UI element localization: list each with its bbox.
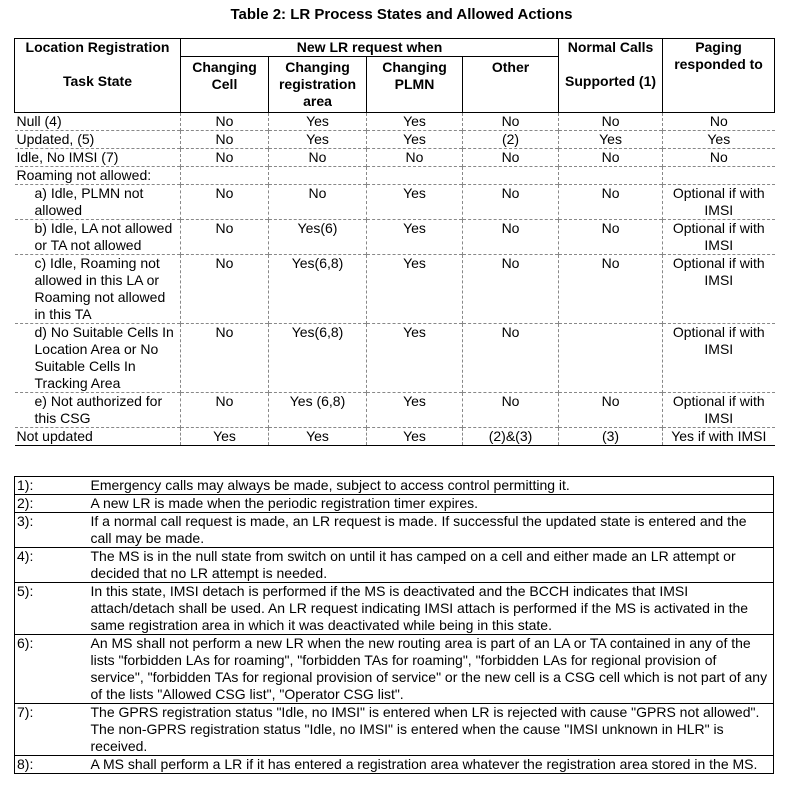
cell-value: Yes [367, 324, 463, 393]
footnote [15, 704, 774, 756]
cell-value: No [181, 255, 269, 324]
footnote [15, 756, 774, 774]
header-normal-calls: Normal Calls [559, 39, 663, 57]
cell-value: No [181, 324, 269, 393]
cell-value: Optional if with IMSI [663, 393, 775, 428]
table-row [15, 185, 775, 220]
cell-value: Yes [269, 113, 367, 131]
table-row [15, 149, 775, 167]
footnote-text: A new LR is made when the periodic registration timer expires. [87, 495, 774, 513]
cell-value: No [181, 131, 269, 149]
row-state: e) Not authorized for this CSG [15, 393, 181, 428]
row-state: Roaming not allowed: [15, 167, 181, 185]
cell-value: Yes [367, 255, 463, 324]
header-changing-cell: Changing Cell [181, 57, 269, 113]
cell-value: No [181, 393, 269, 428]
table-row [15, 428, 775, 446]
table-row [15, 220, 775, 255]
cell-value: No [463, 185, 559, 220]
cell-value [559, 324, 663, 393]
cell-value: No [663, 149, 775, 167]
cell-value: Yes [367, 220, 463, 255]
cell-value: Optional if with IMSI [663, 185, 775, 220]
cell-value: No [559, 255, 663, 324]
table-row [15, 167, 775, 185]
footnote-text: The MS is in the null state from switch on until it has camped on a cell and either made an LR attempt or decided that no LR attempt is needed. [87, 548, 774, 583]
cell-value: Yes (6,8) [269, 393, 367, 428]
footnote-number: 1): [15, 477, 87, 495]
footnote-text: Emergency calls may always be made, subject to access control permitting it. [87, 477, 774, 495]
cell-value: No [181, 185, 269, 220]
header-changing-plmn: Changing PLMN [367, 57, 463, 113]
cell-value: Yes(6) [269, 220, 367, 255]
header-paging: Paging responded to [663, 39, 775, 113]
cell-value: Yes [269, 428, 367, 446]
cell-value: No [663, 113, 775, 131]
cell-value: No [463, 220, 559, 255]
row-state: d) No Suitable Cells In Location Area or No Suitable Cells In Tracking Area [15, 324, 181, 393]
header-task-state: Task State [15, 57, 181, 113]
footnote-text: An MS shall not perform a new LR when the new routing area is part of an LA or TA contained in any of the lists "forbidden LAs for roaming", "forbidden TAs for roaming", "forbidden LAs for regional provision of service", "forbidden TAs for regional provision of service" or the new cell is a CSG cell which is not part of any of the lists "Allowed CSG list", "Operator CSG list". [87, 635, 774, 704]
footnote [15, 635, 774, 704]
row-state: Null (4) [15, 113, 181, 131]
footnote [15, 583, 774, 635]
cell-value: No [269, 149, 367, 167]
cell-value: No [181, 113, 269, 131]
cell-value: Yes [367, 428, 463, 446]
header-location-registration: Location Registration [15, 39, 181, 57]
cell-value: No [463, 255, 559, 324]
cell-value: No [269, 185, 367, 220]
footnotes-table [14, 476, 774, 774]
cell-value: No [463, 393, 559, 428]
cell-value: No [559, 393, 663, 428]
footnote-text: A MS shall perform a LR if it has entered a registration area whatever the registration area stored in the MS. [87, 756, 774, 774]
cell-value: Yes [663, 131, 775, 149]
header-other: Other [463, 57, 559, 113]
header-changing-ra: Changing registration area [269, 57, 367, 113]
lr-states-table [14, 38, 775, 446]
cell-value: Yes [181, 428, 269, 446]
table-row [15, 393, 775, 428]
footnote-number: 8): [15, 756, 87, 774]
footnote [15, 513, 774, 548]
footnote-number: 3): [15, 513, 87, 548]
cell-value: Yes if with IMSI [663, 428, 775, 446]
footnote-number: 6): [15, 635, 87, 704]
row-state: Updated, (5) [15, 131, 181, 149]
cell-value: No [367, 149, 463, 167]
cell-value: Optional if with IMSI [663, 324, 775, 393]
row-state: b) Idle, LA not allowed or TA not allowed [15, 220, 181, 255]
header-new-lr-request: New LR request when [181, 39, 559, 57]
cell-value: No [181, 149, 269, 167]
footnote-text: If a normal call request is made, an LR request is made. If successful the updated state is entered and the call may be made. [87, 513, 774, 548]
cell-value: Optional if with IMSI [663, 220, 775, 255]
cell-value: Yes(6,8) [269, 324, 367, 393]
footnote-number: 4): [15, 548, 87, 583]
cell-value: (2)&(3) [463, 428, 559, 446]
cell-value: Optional if with IMSI [663, 255, 775, 324]
cell-value: No [181, 220, 269, 255]
footnote [15, 495, 774, 513]
cell-value: Yes [269, 131, 367, 149]
cell-value: No [559, 185, 663, 220]
cell-value: No [463, 324, 559, 393]
cell-value: No [463, 149, 559, 167]
cell-value: No [463, 113, 559, 131]
cell-value: Yes [367, 185, 463, 220]
cell-value: Yes [367, 113, 463, 131]
cell-value: No [559, 149, 663, 167]
cell-value: Yes [367, 393, 463, 428]
footnote [15, 548, 774, 583]
row-state: c) Idle, Roaming not allowed in this LA or Roaming not allowed in this TA [15, 255, 181, 324]
table-row [15, 113, 775, 131]
row-state: a) Idle, PLMN not allowed [15, 185, 181, 220]
table-row [15, 131, 775, 149]
cell-value: No [559, 220, 663, 255]
footnote [15, 477, 774, 495]
cell-value: (3) [559, 428, 663, 446]
footnote-number: 5): [15, 583, 87, 635]
table-row [15, 255, 775, 324]
cell-value: Yes(6,8) [269, 255, 367, 324]
footnote-text: In this state, IMSI detach is performed if the MS is deactivated and the BCCH indicates that IMSI attach/detach shall be used. An LR request indicating IMSI attach is performed if the MS is activated in the same registration area in which it was deactivated while being in this state. [87, 583, 774, 635]
footnote-number: 7): [15, 704, 87, 756]
footnote-number: 2): [15, 495, 87, 513]
cell-value: Yes [367, 131, 463, 149]
row-state: Idle, No IMSI (7) [15, 149, 181, 167]
table-row [15, 324, 775, 393]
cell-value: Yes [559, 131, 663, 149]
table-title: Table 2: LR Process States and Allowed Actions [230, 6, 573, 23]
cell-value: (2) [463, 131, 559, 149]
header-supported: Supported (1) [559, 57, 663, 113]
row-state: Not updated [15, 428, 181, 446]
cell-value: No [559, 113, 663, 131]
footnote-text: The GPRS registration status "Idle, no IMSI" is entered when LR is rejected with cause "GPRS not allowed". The non-GPRS registration status "Idle, no IMSI" is entered when the cause "IMSI unknown in HLR" is received. [87, 704, 774, 756]
